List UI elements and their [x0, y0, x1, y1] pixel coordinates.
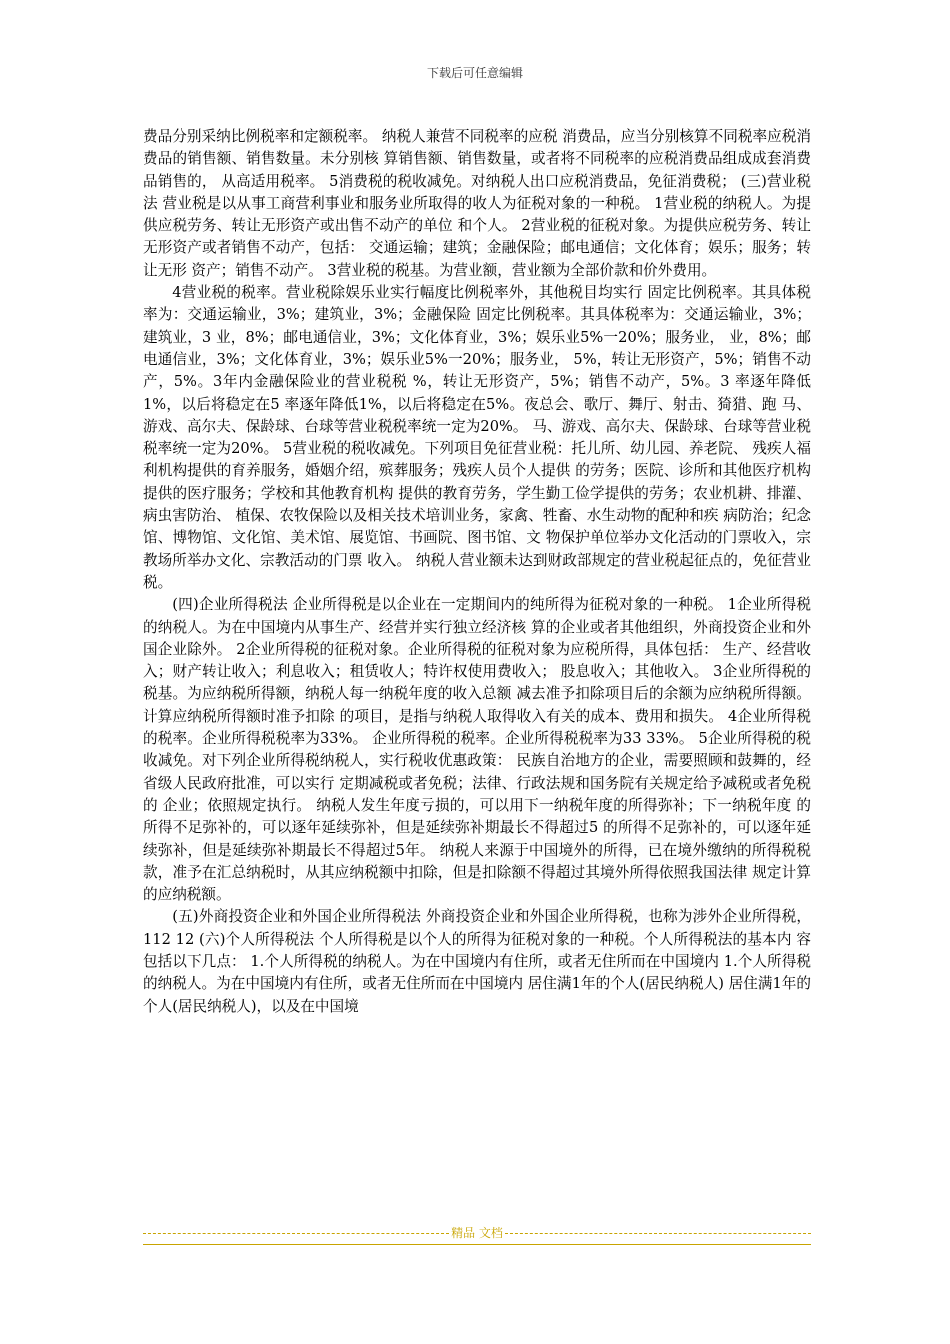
- page-header: 下载后可任意编辑: [426, 66, 523, 80]
- footer-mark: 精品 文档: [451, 1226, 503, 1240]
- page-footer: [143, 1226, 811, 1240]
- paragraph-enterprise-income-tax: (四)企业所得税法 企业所得税是以企业在一定期间内的纯所得为征税对象的一种税。 1企业所得税的纳税人。为在中国境内从事生产、经营并实行独立经济核 算的企业或者其他组织，外商投资企业和外国企业除外。 2企业所得税的征税对象。企业所得税的征税对象为应税所得，具体包括： 生产、经营收入；财产转让收入；利息收入；租赁收人；特许权使用费收入； 股息收入；其他收入。 3企业所得税的税基。为应纳税所得额，纳税人每一纳税年度的收入总额 减去准予扣除项目后的余额为应纳税所得额。计算应纳税所得额时准予扣除 的项目，是指与纳税人取得收入有关的成本、费用和损失。 4企业所得税的税率。企业所得税税率为33%。 企业所得税的税率。企业所得税税率为33 33%。 5企业所得税的税收减免。对下列企业所得税纳税人，实行税收优惠政策： 民族自治地方的企业，需要照顾和鼓舞的，经省级人民政府批准，可以实行 定期减税或者免税；法律、行政法规和国务院有关规定给予减税或者免税的 企业；依照规定执行。 纳税人发生年度亏损的，可以用下一纳税年度的所得弥补；下一纳税年度 的所得不足弥补的，可以逐年延续弥补，但是延续弥补期最长不得超过5 的所得不足弥补的，可以逐年延续弥补，但是延续弥补期最长不得超过5年。 纳税人来源于中国境外的所得，已在境外缴纳的所得税税款，准予在汇总纳税时，从其应纳税额中扣除，但是扣除额不得超过其境外所得依照我国法律 规定计算的应纳税额。: [143, 596, 811, 904]
- footer-rule: [143, 1244, 811, 1245]
- footer-dash-left: [143, 1233, 449, 1234]
- document-body: [143, 126, 811, 1018]
- paragraph-business-tax-rates: 4营业税的税率。营业税除娱乐业实行幅度比例税率外，其他税目均实行 固定比例税率。其具体税率为：交通运输业，3%；建筑业，3%；金融保险 固定比例税率。其具体税率为：交通运输业，3%；建筑业，3 业，8%；邮电通信业，3%；文化体育业，3%；娱乐业5%一20%；服务业， 业，8%；邮电通信业，3%；文化体育业，3%；娱乐业5%一20%；服务业， 5%，转让无形资产，5%；销售不动产，5%。3年内金融保险业的营业税税 %，转让无形资产，5%；销售不动产，5%。3 率逐年降低1%，以后将稳定在5 率逐年降低1%，以后将稳定在5%。夜总会、歌厅、舞厅、射击、猗猎、跑 马、游戏、高尔夫、保龄球、台球等营业税税率统一定为20%。 马、游戏、高尔夫、保龄球、台球等营业税税率统一定为20%。 5营业税的税收减免。下列项目免征营业税：托儿所、幼儿园、养老院、 残疾人福利机构提供的育养服务，婚姻介绍，殡葬服务；残疾人员个人提供 的劳务；医院、诊所和其他医疗机构提供的医疗服务；学校和其他教育机构 提供的教育劳务，学生勤工俭学提供的劳务；农业机耕、排灌、病虫害防治、 植保、农牧保险以及相关技术培训业务，家禽、牲畜、水生动物的配种和疾 病防治；纪念馆、博物馆、文化馆、美术馆、展览馆、书画院、图书馆、文 物保护单位举办文化活动的门票收入，宗教场所举办文化、宗教活动的门票 收入。 纳税人营业额未达到财政部规定的营业税起征点的，免征营业税。: [143, 284, 811, 591]
- paragraph-foreign-personal-income-tax: (五)外商投资企业和外国企业所得税法 外商投资企业和外国企业所得税，也称为涉外企业所得税， 112 12 (六)个人所得税法 个人所得税是以个人的所得为征税对象的一种税。个人所得税法的基本内 容包括以下几点： 1.个人所得税的纳税人。为在中国境内有住所，或者无住所而在中国境内 1.个人所得税的纳税人。为在中国境内有住所，或者无住所而在中国境内 居住满1年的个人(居民纳税人) 居住满1年的个人(居民纳税人)，以及在中国境: [143, 908, 811, 1015]
- paragraph-consumption-business-tax: 费品分别采纳比例税率和定额税率。 纳税人兼营不同税率的应税 消费品，应当分别核算不同税率应税消费品的销售额、销售数量。未分别核 算销售额、销售数量，或者将不同税率的应税消费品组成成套消费品销售的， 从高适用税率。 5消费税的税收减免。对纳税人出口应税消费品，免征消费税； (三)营业税法 营业税是以从事工商营利事业和服务业所取得的收人为征税对象的一种税。 1营业税的纳税人。为提供应税劳务、转让无形资产或出售不动产的单位 和个人。 2营业税的征税对象。为提供应税劳务、转让无形资产或者销售不动产，包括： 交通运输；建筑；金融保险；邮电通信；文化体育；娱乐；服务；转让无形 资产；销售不动产。 3营业税的税基。为营业额，营业额为全部价款和价外费用。: [143, 128, 811, 279]
- footer-dash-right: [505, 1233, 811, 1234]
